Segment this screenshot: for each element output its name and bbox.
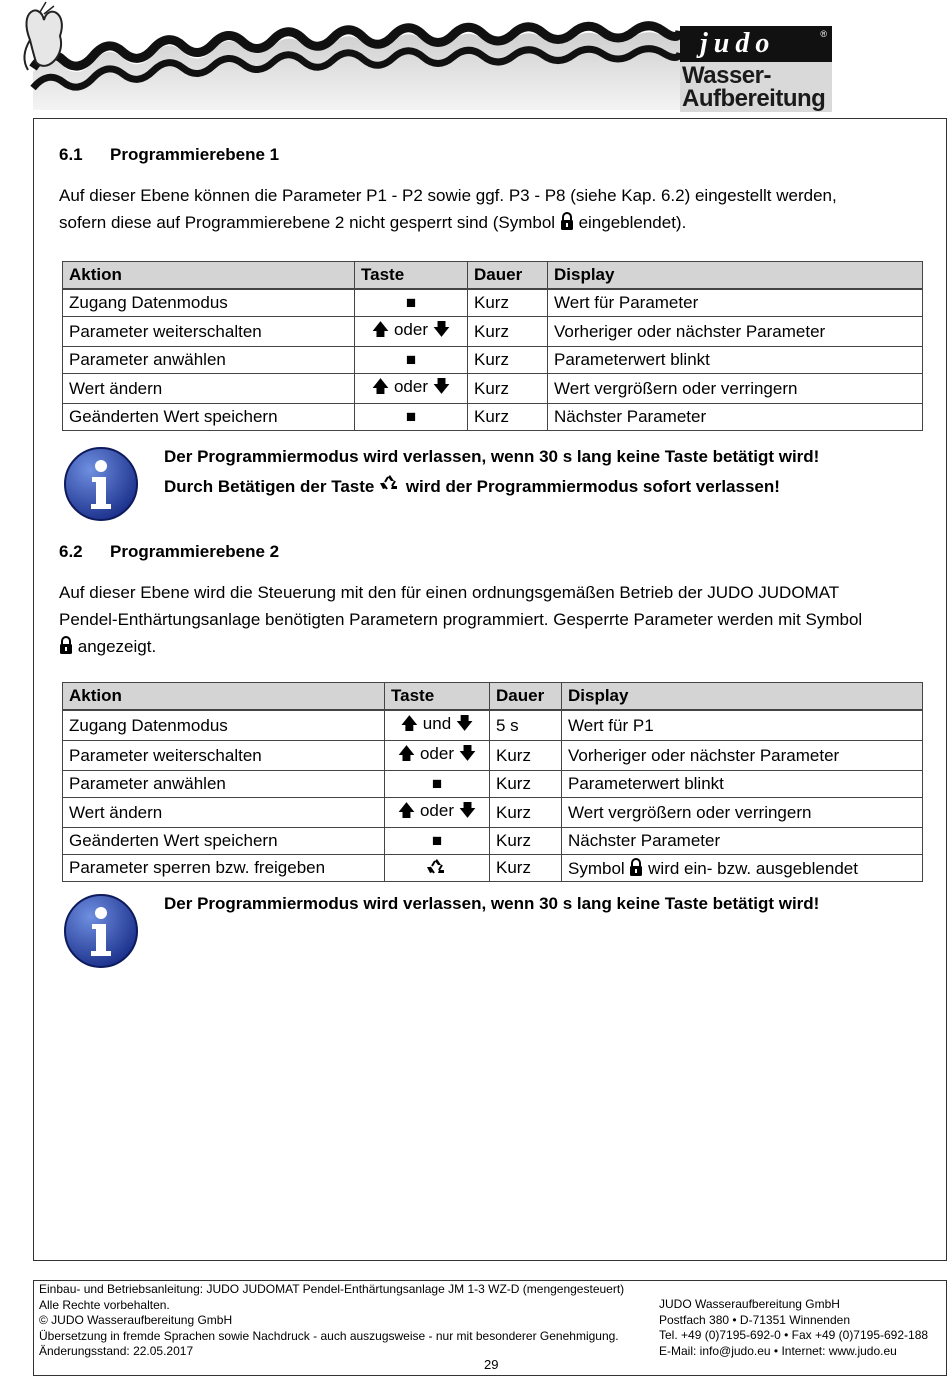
info-icon	[63, 446, 139, 522]
cell-aktion: Zugang Datenmodus	[63, 710, 385, 741]
section-6-1-heading	[59, 145, 279, 165]
info-note-1	[164, 442, 819, 502]
paragraph-line: Pendel-Enthärtungsanlage benötigten Parametern programmiert. Gesperrte Parameter werden mit Symbol	[59, 610, 863, 629]
footer-line: © JUDO Wasseraufbereitung GmbH	[39, 1313, 233, 1327]
note-line: Der Programmiermodus wird verlassen, wenn 30 s lang keine Taste betätigt wird!	[164, 447, 820, 466]
paragraph-text: angezeigt.	[77, 637, 157, 656]
cell-display	[562, 855, 923, 882]
section-number: 6.2	[59, 542, 83, 561]
cell-dauer: Kurz	[468, 317, 548, 347]
cell-taste: 🡅 und 🡇	[385, 710, 490, 741]
cell-taste: 🡅 oder 🡇	[385, 798, 490, 828]
cell-text: wird ein- bzw. ausgeblendet	[648, 858, 858, 878]
table-row	[63, 404, 923, 431]
col-header: Display	[548, 262, 923, 290]
paragraph-text: eingeblendet).	[578, 213, 687, 232]
col-header: Taste	[385, 683, 490, 711]
table-row	[63, 289, 923, 317]
cell-taste	[385, 855, 490, 882]
table-header-row	[63, 683, 923, 711]
col-header: Dauer	[468, 262, 548, 290]
cell-display: Parameterwert blinkt	[548, 347, 923, 374]
footer-line: E-Mail: info@judo.eu • Internet: www.judo.eu	[659, 1343, 897, 1358]
section-title: Programmierebene 2	[110, 542, 280, 561]
footer-line: Änderungsstand: 22.05.2017	[39, 1344, 194, 1358]
cell-aktion: Wert ändern	[63, 374, 355, 404]
recycle-icon	[379, 473, 401, 493]
footer-line: Postfach 380 • D-71351 Winnenden	[659, 1312, 850, 1327]
cell-aktion: Parameter weiterschalten	[63, 741, 385, 771]
cell-display: Wert für Parameter	[548, 289, 923, 317]
section-number: 6.1	[59, 145, 83, 164]
recycle-icon	[426, 857, 448, 877]
table-row	[63, 741, 923, 771]
cell-dauer: Kurz	[490, 771, 562, 798]
section-title: Programmierebene 1	[110, 145, 280, 164]
cell-taste: 🡅 oder 🡇	[385, 741, 490, 771]
cell-display: Wert für P1	[562, 710, 923, 741]
cell-dauer: Kurz	[468, 347, 548, 374]
cell-aktion: Wert ändern	[63, 798, 385, 828]
section-6-2-paragraph	[59, 579, 919, 660]
cell-dauer: Kurz	[490, 855, 562, 882]
page-number: 29	[484, 1357, 499, 1372]
cell-dauer: Kurz	[468, 289, 548, 317]
cell-dauer: Kurz	[490, 741, 562, 771]
logo-text-line2: Aufbereitung	[682, 85, 826, 112]
cell-display: Wert vergrößern oder verringern	[548, 374, 923, 404]
section-6-2-heading	[59, 542, 279, 562]
page-header	[0, 0, 950, 118]
col-header: Aktion	[63, 262, 355, 290]
cell-taste: ■	[385, 828, 490, 855]
cell-aktion: Parameter weiterschalten	[63, 317, 355, 347]
judo-logo	[680, 26, 832, 112]
footer-right	[659, 1297, 928, 1359]
col-header: Dauer	[490, 683, 562, 711]
table-row	[63, 374, 923, 404]
cell-display: Nächster Parameter	[562, 828, 923, 855]
note-text: Durch Betätigen der Taste	[164, 477, 375, 496]
cell-dauer: Kurz	[490, 798, 562, 828]
table-row	[63, 317, 923, 347]
table-row	[63, 710, 923, 741]
paragraph-line: Auf dieser Ebene wird die Steuerung mit den für einen ordnungsgemäßen Betrieb der JUDO JUDOMAT	[59, 583, 840, 602]
cell-dauer: Kurz	[468, 404, 548, 431]
note-line: Der Programmiermodus wird verlassen, wenn 30 s lang keine Taste betätigt wird!	[164, 894, 820, 913]
cell-aktion: Parameter sperren bzw. freigeben	[63, 855, 385, 882]
table-row	[63, 798, 923, 828]
paragraph-text: sofern diese auf Programmierebene 2 nicht gesperrt sind (Symbol	[59, 213, 556, 232]
cell-taste: ■	[355, 404, 468, 431]
paragraph-line	[59, 633, 919, 660]
cell-display: Wert vergrößern oder verringern	[562, 798, 923, 828]
cell-aktion: Geänderten Wert speichern	[63, 828, 385, 855]
cell-aktion: Geänderten Wert speichern	[63, 404, 355, 431]
page-footer	[33, 1280, 947, 1376]
section-6-1-paragraph	[59, 182, 919, 236]
logo-brand: judo	[700, 28, 776, 59]
logo-text-line1: Wasser-	[682, 62, 771, 89]
footer-line: Einbau- und Betriebsanleitung: JUDO JUDOMAT Pendel-Enthärtungsanlage JM 1-3 WZ-D (mengengesteuert)	[39, 1282, 625, 1296]
info-icon	[63, 893, 139, 969]
cell-aktion: Parameter anwählen	[63, 347, 355, 374]
cell-display: Nächster Parameter	[548, 404, 923, 431]
footer-left	[39, 1282, 624, 1360]
logo-registered: ®	[820, 29, 827, 39]
cell-dauer: Kurz	[468, 374, 548, 404]
cell-taste: ■	[355, 289, 468, 317]
col-header: Display	[562, 683, 923, 711]
footer-line: Übersetzung in fremde Sprachen sowie Nachdruck - auch auszugsweise - nur mit besonderer Genehmigung.	[39, 1328, 619, 1343]
cell-display: Vorheriger oder nächster Parameter	[562, 741, 923, 771]
cell-display: Parameterwert blinkt	[562, 771, 923, 798]
cell-aktion: Parameter anwählen	[63, 771, 385, 798]
cell-display: Vorheriger oder nächster Parameter	[548, 317, 923, 347]
cell-dauer: 5 s	[490, 710, 562, 741]
lock-icon	[629, 858, 643, 876]
lock-icon	[59, 636, 73, 654]
info-note-2	[164, 889, 819, 919]
note-text: wird der Programmiermodus sofort verlassen!	[405, 477, 780, 496]
cell-text: Symbol	[568, 858, 625, 878]
table-header-row	[63, 262, 923, 290]
col-header: Taste	[355, 262, 468, 290]
table-row	[63, 828, 923, 855]
cell-taste: 🡅 oder 🡇	[355, 317, 468, 347]
cell-taste: ■	[385, 771, 490, 798]
footer-line: JUDO Wasseraufbereitung GmbH	[659, 1297, 840, 1311]
paragraph-line: Auf dieser Ebene können die Parameter P1 - P2 sowie ggf. P3 - P8 (siehe Kap. 6.2) eingestellt werden,	[59, 186, 837, 205]
logo-black-bar	[680, 26, 832, 62]
cell-taste: ■	[355, 347, 468, 374]
col-header: Aktion	[63, 683, 385, 711]
lock-icon	[560, 212, 574, 230]
cell-dauer: Kurz	[490, 828, 562, 855]
table-ebene-2	[62, 682, 923, 882]
table-row	[63, 855, 923, 882]
table-row	[63, 347, 923, 374]
footer-line: Alle Rechte vorbehalten.	[39, 1297, 170, 1312]
note-line	[164, 472, 819, 502]
cell-aktion: Zugang Datenmodus	[63, 289, 355, 317]
table-row	[63, 771, 923, 798]
cell-taste: 🡅 oder 🡇	[355, 374, 468, 404]
table-ebene-1	[62, 261, 923, 431]
butterfly-icon	[0, 0, 70, 80]
paragraph-line	[59, 209, 919, 236]
footer-line: Tel. +49 (0)7195-692-0 • Fax +49 (0)7195-692-188	[659, 1328, 929, 1342]
